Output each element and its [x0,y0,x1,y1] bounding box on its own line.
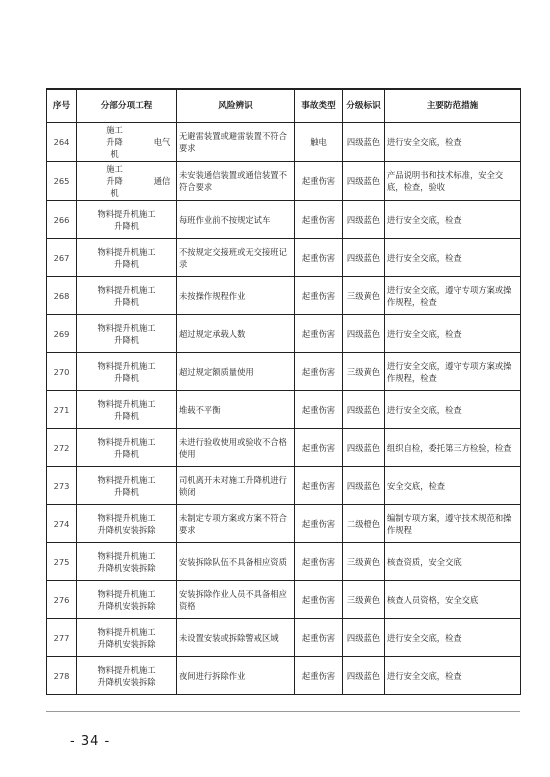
row-measure: 核查资质，安全交底 [385,543,521,581]
row-risk: 未制定专项方案或方案不符合要求 [177,505,295,543]
row-project [77,429,177,467]
row-level: 三级黄色 [343,277,385,315]
row-measure: 进行安全交底，遵守专项方案或操作规程，检查 [385,277,521,315]
row-level: 三级黄色 [343,581,385,619]
row-project-name: 物料提升机施工 升降机 [97,474,156,497]
row-level: 四级蓝色 [343,657,385,695]
row-seq: 269 [47,315,77,353]
page-number: - 34 - [70,734,111,749]
row-measure: 核查人员资格，安全交底 [385,581,521,619]
row-project [77,239,177,277]
row-project-name: 物料提升机施工 升降机 [97,246,156,269]
row-accident-type: 起重伤害 [295,505,343,543]
row-risk: 未安装通信装置或通信装置不符合要求 [177,162,295,201]
row-accident-type: 起重伤害 [295,543,343,581]
row-measure: 安全交底，检查 [385,467,521,505]
row-project [77,543,177,581]
row-project [77,123,177,162]
row-accident-type: 起重伤害 [295,277,343,315]
row-level: 四级蓝色 [343,429,385,467]
row-project-name: 物料提升机施工 升降机安装拆除 [97,550,156,573]
header-seq: 序号 [47,89,77,123]
row-project [77,353,177,391]
row-project [77,505,177,543]
table-row [47,123,521,162]
row-accident-type: 起重伤害 [295,467,343,505]
row-project-name: 物料提升机施工 升降机 [97,436,156,459]
row-level: 四级蓝色 [343,123,385,162]
row-project [77,391,177,429]
row-level: 四级蓝色 [343,201,385,239]
row-measure: 编制专项方案，遵守技术规范和操作规程 [385,505,521,543]
row-seq: 278 [47,657,77,695]
row-measure: 进行安全交底，检查 [385,619,521,657]
row-project [77,162,177,201]
table-row [47,581,521,619]
row-risk: 不按规定交接班或无交接班记录 [177,239,295,277]
row-project-name: 施工 升降 机 [106,164,123,198]
row-seq: 271 [47,391,77,429]
row-seq: 266 [47,201,77,239]
row-project [77,467,177,505]
row-seq: 275 [47,543,77,581]
row-project-name: 物料提升机施工 升降机安装拆除 [97,588,156,611]
row-project-name: 物料提升机施工 升降机安装拆除 [97,512,156,535]
row-risk: 未进行验收使用或验收不合格使用 [177,429,295,467]
row-risk: 超过规定额质量使用 [177,353,295,391]
header-risk: 风险辨识 [177,89,295,123]
table-body [47,123,521,695]
table-row [47,619,521,657]
row-project-name: 施工 升降 机 [106,125,123,159]
risk-table [46,88,521,695]
header-level: 分级标识 [343,89,385,123]
row-project [77,315,177,353]
row-project-name: 物料提升机施工 升降机安装拆除 [97,626,156,649]
row-accident-type: 起重伤害 [295,619,343,657]
header-measure: 主要防范措施 [385,89,521,123]
row-measure: 进行安全交底，检查 [385,201,521,239]
row-risk: 每班作业前不按规定试车 [177,201,295,239]
table-row [47,315,521,353]
row-measure: 进行安全交底，检查 [385,391,521,429]
row-risk: 堆载不平衡 [177,391,295,429]
row-seq: 265 [47,162,77,201]
row-project-name: 物料提升机施工 升降机 [97,398,156,421]
row-level: 四级蓝色 [343,391,385,429]
row-seq: 264 [47,123,77,162]
row-seq: 274 [47,505,77,543]
row-measure: 进行安全交底，检查 [385,239,521,277]
row-accident-type: 起重伤害 [295,315,343,353]
table-row [47,277,521,315]
row-level: 四级蓝色 [343,467,385,505]
row-level: 三级黄色 [343,353,385,391]
row-seq: 276 [47,581,77,619]
row-project-name: 物料提升机施工 升降机 [97,360,156,383]
table-row [47,467,521,505]
table-row [47,201,521,239]
table-row [47,429,521,467]
row-project [77,201,177,239]
row-accident-type: 起重伤害 [295,239,343,277]
row-level: 四级蓝色 [343,315,385,353]
table-row [47,353,521,391]
row-risk: 安装拆除队伍不具备相应资质 [177,543,295,581]
table-header-row [47,89,521,123]
row-project-name: 物料提升机施工 升降机 [97,284,156,307]
table-row [47,505,521,543]
row-risk: 未按操作规程作业 [177,277,295,315]
row-project [77,581,177,619]
row-level: 三级黄色 [343,543,385,581]
row-project-sub: 通信 [153,176,171,186]
row-accident-type: 起重伤害 [295,391,343,429]
row-accident-type: 触电 [295,123,343,162]
row-project [77,657,177,695]
row-seq: 273 [47,467,77,505]
row-seq: 272 [47,429,77,467]
header-type: 事故类型 [295,89,343,123]
row-project-name: 物料提升机施工 升降机安装拆除 [97,664,156,687]
row-project-sub: 电气 [153,137,171,147]
row-measure: 进行安全交底，检查 [385,315,521,353]
page-divider [46,711,520,712]
row-seq: 277 [47,619,77,657]
row-measure: 产品说明书和技术标准，安全交底，检查，验收 [385,162,521,201]
row-accident-type: 起重伤害 [295,657,343,695]
header-project: 分部分项工程 [77,89,177,123]
row-risk: 司机离开未对施工升降机进行锁闭 [177,467,295,505]
table-row [47,657,521,695]
row-accident-type: 起重伤害 [295,581,343,619]
row-level: 四级蓝色 [343,239,385,277]
row-seq: 268 [47,277,77,315]
row-accident-type: 起重伤害 [295,429,343,467]
row-level: 四级蓝色 [343,162,385,201]
row-project-name: 物料提升机施工 升降机 [97,208,156,231]
row-project-name: 物料提升机施工 升降机 [97,322,156,345]
table-row [47,239,521,277]
row-risk: 无避雷装置或避雷装置不符合要求 [177,123,295,162]
row-accident-type: 起重伤害 [295,353,343,391]
row-seq: 270 [47,353,77,391]
row-accident-type: 起重伤害 [295,162,343,201]
row-measure: 进行安全交底，检查 [385,657,521,695]
table-row [47,162,521,201]
table-row [47,391,521,429]
row-risk: 未设置安装或拆除警戒区域 [177,619,295,657]
row-project [77,277,177,315]
row-accident-type: 起重伤害 [295,201,343,239]
row-risk: 超过规定承载人数 [177,315,295,353]
row-risk: 夜间进行拆除作业 [177,657,295,695]
row-level: 四级蓝色 [343,619,385,657]
row-measure: 组织自检，委托第三方检验，检查 [385,429,521,467]
row-project [77,619,177,657]
table-row [47,543,521,581]
row-measure: 进行安全交底，遵守专项方案或操作规程，检查 [385,353,521,391]
row-seq: 267 [47,239,77,277]
row-measure: 进行安全交底，检查 [385,123,521,162]
row-risk: 安装拆除作业人员不具备相应资格 [177,581,295,619]
row-level: 二级橙色 [343,505,385,543]
